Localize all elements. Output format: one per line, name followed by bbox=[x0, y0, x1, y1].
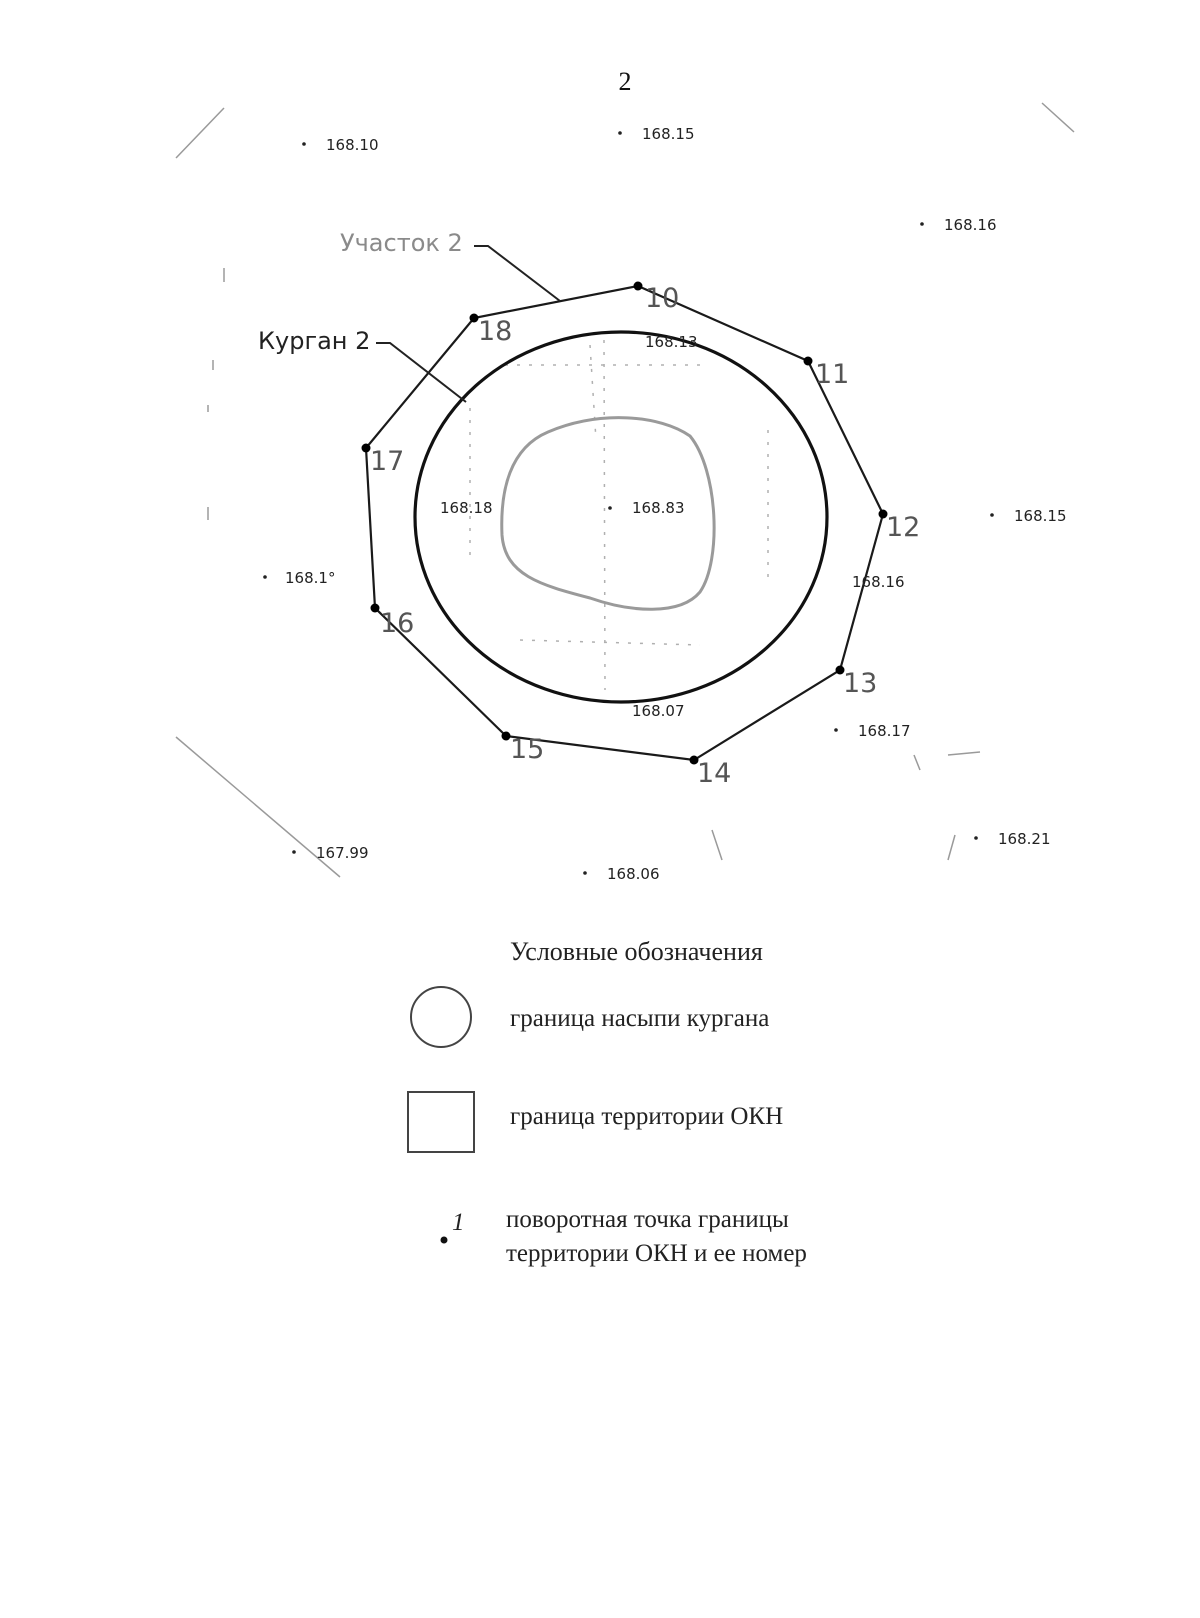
elevation-label: 168.15 bbox=[1014, 507, 1067, 525]
elevation-label: 168.06 bbox=[607, 865, 660, 883]
legend bbox=[408, 937, 807, 1267]
elevation-label: 167.99 bbox=[316, 844, 369, 862]
vertex-label-12: 12 bbox=[886, 512, 921, 543]
elevation-label: 168.07 bbox=[632, 702, 685, 720]
elevation-label: 168.13 bbox=[645, 333, 698, 351]
vertex-label-17: 17 bbox=[370, 446, 405, 477]
edge-lines bbox=[176, 103, 1074, 877]
elevation-label: 168.16 bbox=[944, 216, 997, 234]
elevation-label: 168.1° bbox=[285, 569, 336, 587]
elevation-label: 168.18 bbox=[440, 499, 493, 517]
vertex-label-10: 10 bbox=[645, 283, 680, 314]
okn-territory-boundary bbox=[366, 286, 883, 760]
elevation-dot bbox=[302, 142, 306, 146]
elevation-dot bbox=[608, 506, 612, 510]
vertex-label-11: 11 bbox=[815, 359, 850, 390]
elevation-label: 168.21 bbox=[998, 830, 1051, 848]
elevation-label: 168.17 bbox=[858, 722, 911, 740]
plot-callout-leader bbox=[474, 246, 560, 301]
vertex-label-14: 14 bbox=[697, 758, 732, 789]
page-number: 2 bbox=[618, 67, 632, 96]
mound-boundary bbox=[415, 332, 827, 702]
elevation-dot bbox=[263, 575, 267, 579]
mound-callout-label: Курган 2 bbox=[258, 327, 371, 355]
legend-mound-label: граница насыпи кургана bbox=[510, 1005, 770, 1032]
legend-point-number: 1 bbox=[452, 1209, 465, 1236]
mound-callout-leader bbox=[376, 343, 466, 402]
elevation-label: 168.15 bbox=[642, 125, 695, 143]
legend-point-label-line2: территории ОКН и ее номер bbox=[506, 1240, 807, 1267]
vertex-point-10 bbox=[634, 282, 643, 291]
vertex-label-13: 13 bbox=[843, 668, 878, 699]
elevation-label: 168.16 bbox=[852, 573, 905, 591]
dotted-lines bbox=[470, 340, 768, 690]
legend-mound-symbol bbox=[411, 987, 471, 1047]
plot-callout-label: Участок 2 bbox=[340, 229, 463, 257]
elevation-dot bbox=[974, 836, 978, 840]
elevation-dot bbox=[990, 513, 994, 517]
vertex-label-16: 16 bbox=[380, 608, 415, 639]
legend-territory-label: граница территории ОКН bbox=[510, 1103, 784, 1130]
elevation-dot bbox=[583, 871, 587, 875]
vertex-markers bbox=[362, 282, 888, 765]
elevation-dot bbox=[292, 850, 296, 854]
elevation-dot bbox=[920, 222, 924, 226]
legend-title: Условные обозначения bbox=[510, 937, 763, 966]
vertex-point-16 bbox=[371, 604, 380, 613]
legend-point-dot bbox=[441, 1237, 448, 1244]
elevation-dot bbox=[834, 728, 838, 732]
vertex-point-11 bbox=[804, 357, 813, 366]
elevation-label: 168.83 bbox=[632, 499, 685, 517]
elevation-label: 168.10 bbox=[326, 136, 379, 154]
legend-point-label-line1: поворотная точка границы bbox=[506, 1206, 789, 1233]
legend-territory-symbol bbox=[408, 1092, 474, 1152]
vertex-label-18: 18 bbox=[478, 316, 513, 347]
elevation-dot bbox=[618, 131, 622, 135]
vertex-label-15: 15 bbox=[510, 734, 545, 765]
